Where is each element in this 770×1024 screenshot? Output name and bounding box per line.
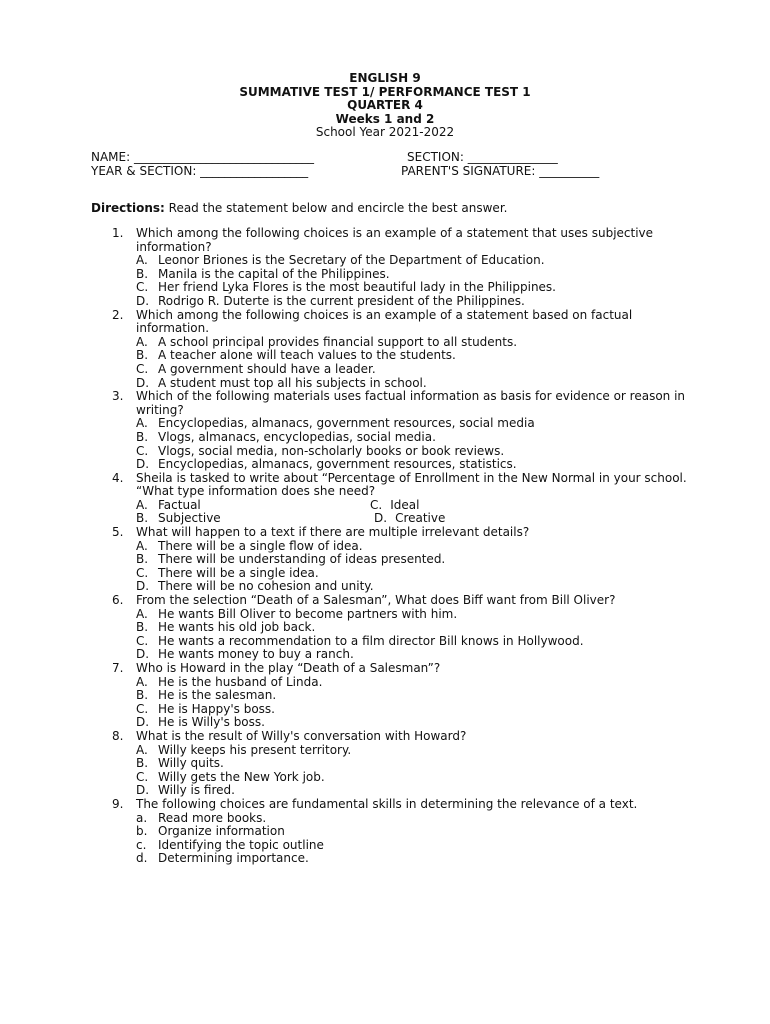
question-number: 7. — [112, 661, 124, 675]
option-text: Factual — [158, 497, 201, 512]
option-letter: D. — [136, 647, 150, 662]
option-text: A student must top all his subjects in school. — [158, 375, 427, 390]
option-letter: B. — [136, 620, 149, 635]
option-text: He is Willy's boss. — [158, 715, 265, 730]
answer-option — [136, 716, 702, 730]
answer-option — [370, 512, 608, 526]
option-text: He wants Bill Oliver to become partners with him. — [158, 606, 458, 621]
answer-option — [136, 431, 702, 445]
option-letter: D. — [136, 457, 150, 472]
question-number: 2. — [112, 307, 124, 322]
option-text: There will be a single idea. — [158, 565, 319, 580]
test-title: SUMMATIVE TEST 1/ PERFORMANCE TEST 1 — [239, 84, 531, 99]
option-letter: C. — [136, 565, 149, 580]
answer-option — [136, 676, 702, 690]
option-letter: C. — [136, 361, 149, 376]
answer-option — [136, 635, 702, 649]
option-letter: B. — [136, 511, 149, 526]
directions-label: Directions: — [91, 201, 165, 215]
answer-option — [136, 349, 702, 363]
answer-option — [136, 839, 702, 853]
option-text: There will be understanding of ideas presented. — [158, 552, 446, 567]
question-text: Which among the following choices is an example of a statement that uses subjective information? — [136, 226, 654, 254]
option-letter: D. — [136, 375, 150, 390]
answer-option — [136, 377, 702, 391]
question-number: 6. — [112, 593, 124, 608]
question-number: 5. — [112, 525, 124, 540]
question-number: 3. — [112, 389, 124, 404]
quarter-title: QUARTER 4 — [347, 98, 423, 112]
option-text: Organize information — [158, 824, 285, 839]
question-list — [112, 227, 702, 866]
answer-option — [136, 771, 702, 785]
option-letter: A. — [136, 606, 148, 621]
question-number: 4. — [112, 470, 124, 485]
option-text: Willy gets the New York job. — [158, 769, 325, 784]
answer-option — [136, 268, 702, 282]
option-text: He is the salesman. — [158, 688, 277, 703]
answer-option — [136, 648, 702, 662]
option-letter: B. — [136, 756, 149, 771]
option-letter: D. — [136, 293, 150, 308]
option-letter: A. — [136, 674, 148, 689]
option-letter: a. — [136, 810, 148, 825]
answer-option — [136, 445, 702, 459]
answer-option — [136, 336, 702, 350]
question — [112, 662, 702, 730]
option-text: Vlogs, social media, non-scholarly books or book reviews. — [158, 443, 505, 458]
question — [112, 594, 702, 662]
answer-option — [136, 281, 702, 295]
directions — [91, 202, 507, 216]
section-field: SECTION: _______________ — [407, 150, 558, 164]
option-letter: D. — [136, 783, 150, 798]
option-text: Creative — [395, 511, 446, 526]
year-section-field: YEAR & SECTION: __________________ — [91, 163, 309, 178]
option-letter: A. — [136, 334, 148, 349]
question-text: Who is Howard in the play “Death of a Salesman”? — [136, 661, 441, 675]
option-letter: C. — [136, 280, 149, 295]
answer-option — [136, 512, 370, 526]
answer-option — [136, 540, 702, 554]
answer-option — [136, 757, 702, 771]
option-text: He wants a recommendation to a film director Bill knows in Hollywood. — [158, 633, 584, 648]
option-letter: D. — [136, 579, 150, 594]
option-text: Manila is the capital of the Philippines. — [158, 266, 390, 281]
question-text: Which of the following materials uses factual information as basis for evidence or reason in writing? — [136, 389, 686, 417]
option-text: Vlogs, almanacs, encyclopedias, social media. — [158, 429, 436, 444]
option-letter: C. — [136, 769, 149, 784]
directions-text: Read the statement below and encircle the best answer. — [164, 201, 508, 215]
option-letter: C. — [136, 701, 149, 716]
document-header — [0, 72, 770, 140]
option-letter: B. — [136, 348, 149, 363]
question — [112, 526, 702, 594]
question — [112, 730, 702, 798]
answer-option — [136, 417, 702, 431]
answer-option — [136, 744, 702, 758]
option-letter: b. — [136, 824, 148, 839]
question-text: From the selection “Death of a Salesman”, What does Biff want from Bill Oliver? — [136, 593, 616, 608]
question — [112, 309, 702, 391]
question-number: 9. — [112, 796, 124, 811]
answer-option — [136, 608, 702, 622]
school-year: School Year 2021-2022 — [315, 125, 455, 139]
answer-option — [136, 784, 702, 798]
answer-option — [136, 812, 702, 826]
option-letter: A. — [136, 416, 148, 431]
option-letter: D. — [136, 715, 150, 730]
option-text: He is the husband of Linda. — [158, 674, 323, 689]
option-text: Willy is fired. — [158, 783, 235, 798]
option-text: Identifying the topic outline — [158, 837, 324, 852]
question-text: Which among the following choices is an example of a statement based on factual information. — [136, 307, 633, 336]
option-text: There will be no cohesion and unity. — [158, 579, 374, 594]
option-text: Her friend Lyka Flores is the most beautiful lady in the Philippines. — [158, 280, 556, 295]
question-number: 8. — [112, 728, 124, 743]
option-text: He is Happy's boss. — [158, 701, 275, 716]
option-letter: A. — [136, 742, 148, 757]
option-text: A teacher alone will teach values to the students. — [158, 348, 456, 363]
question-text: What is the result of Willy's conversation with Howard? — [136, 728, 467, 743]
option-text: There will be a single flow of idea. — [158, 538, 363, 553]
answer-option — [136, 580, 702, 594]
answer-option — [136, 621, 702, 635]
answer-option — [136, 254, 702, 268]
option-text: Encyclopedias, almanacs, government resources, social media — [158, 416, 535, 431]
option-letter: c. — [136, 837, 147, 852]
answer-option — [136, 567, 702, 581]
question-number: 1. — [112, 226, 124, 240]
parent-signature-field: PARENT'S SIGNATURE: __________ — [401, 163, 600, 178]
option-letter: B. — [136, 266, 149, 281]
option-text: Leonor Briones is the Secretary of the Department of Education. — [158, 253, 545, 268]
option-text: Encyclopedias, almanacs, government resources, statistics. — [158, 457, 517, 472]
option-text: He wants his old job back. — [158, 620, 316, 635]
answer-option — [370, 499, 604, 513]
option-text: Subjective — [158, 511, 221, 526]
option-text: Ideal — [390, 497, 420, 512]
option-text: Read more books. — [158, 810, 267, 825]
option-letter: B. — [136, 429, 149, 444]
weeks-title: Weeks 1 and 2 — [335, 111, 435, 126]
option-letter: C. — [136, 633, 149, 648]
answer-option — [136, 852, 702, 866]
answer-option — [136, 458, 702, 472]
option-letter: B. — [136, 552, 149, 567]
question — [112, 227, 702, 309]
answer-option — [136, 295, 702, 309]
question-text: Sheila is tasked to write about “Percentage of Enrollment in the New Normal in your school. “What type information does she need? — [136, 470, 687, 499]
option-letter: A. — [136, 253, 148, 268]
option-text: A government should have a leader. — [158, 361, 376, 376]
question-text: The following choices are fundamental skills in determining the relevance of a text. — [136, 796, 638, 811]
option-letter: C. — [370, 497, 383, 512]
name-field: NAME: ______________________________ — [91, 150, 314, 164]
option-text: Willy keeps his present territory. — [158, 742, 352, 757]
student-info-fields — [91, 151, 691, 178]
option-letter: B. — [136, 688, 149, 703]
option-text: Rodrigo R. Duterte is the current president of the Philippines. — [158, 293, 525, 308]
option-letter: C. — [136, 443, 149, 458]
answer-option — [136, 499, 370, 513]
question-text: What will happen to a text if there are multiple irrelevant details? — [136, 525, 530, 540]
answer-option — [136, 553, 702, 567]
option-letter: d. — [136, 851, 148, 866]
answer-option — [136, 689, 702, 703]
option-text: A school principal provides financial support to all students. — [158, 334, 518, 349]
answer-option — [136, 825, 702, 839]
option-text: Willy quits. — [158, 756, 224, 771]
question — [112, 390, 702, 472]
option-letter: D. — [374, 511, 388, 526]
question — [112, 472, 702, 526]
answer-option — [136, 363, 702, 377]
option-text: Determining importance. — [158, 851, 309, 866]
option-text: He wants money to buy a ranch. — [158, 647, 354, 662]
option-letter: A. — [136, 497, 148, 512]
subject-title: ENGLISH 9 — [349, 71, 421, 85]
answer-option — [136, 703, 702, 717]
question — [112, 798, 702, 866]
option-letter: A. — [136, 538, 148, 553]
